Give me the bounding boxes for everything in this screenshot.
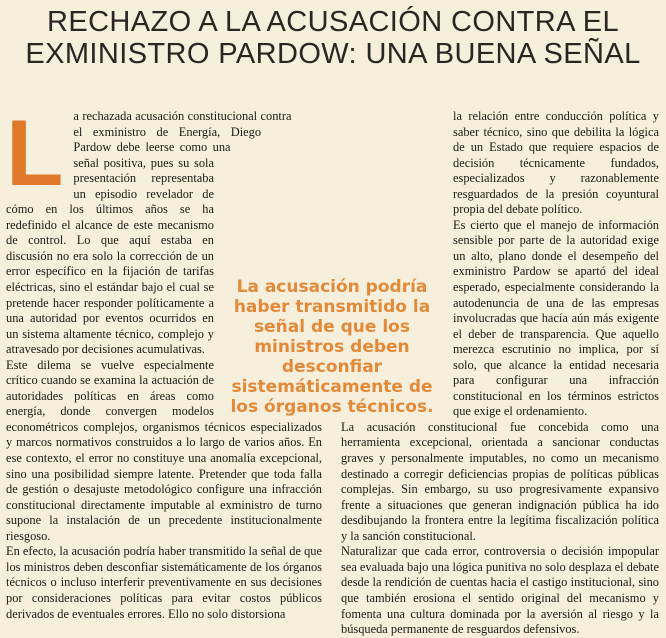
pull-quote: La acusación podría haber transmitido la señal de que los ministros deben desconfiar sistemáticamente de los órganos técnicos. (220, 275, 444, 419)
paragraph: En efecto, la acusación podría haber transmitido la señal de que los ministros deben desconfiar sistemáticamente de los órganos técnicos o incluso interferir preventivamente en sus decisiones por consideraciones políticas para evitar costos públicos derivados de eventuales errores. Ello no solo distorsiona (6, 544, 322, 621)
paragraph: Este dilema se vuelve especialmente crítico cuando se examina la actuación de autoridades políticas en áreas como energía, donde convergen modelos econométricos complejos, organismos técnicos especializados y marcos normativos construidos a lo largo de varios años. En ese contexto, el error no constituye una anomalía excepcional, sino una posibilidad siempre latente. Pretender que toda falla de gestión o desajuste metodológico configure una infracción constitucional directamente imputable al exministro de turno supone la instalación de un precedente institucionalmente riesgoso. (6, 357, 322, 543)
paragraph: Es cierto que el manejo de información sensible por parte de la autoridad exige un alto, plano donde el desempeño del exministro Pardow se apartó del ideal esperado, especialmente considerando la autodenuncia de una de las empresas involucradas que hacía aún más exigente el deber de transparencia. Que aquello merezca escrutinio no implica, por sí solo, que alcance la entidad necesaria para configurar una infracción constitucional en los términos estrictos que exige el ordenamiento. (453, 217, 659, 419)
drop-cap: L (6, 100, 64, 205)
paragraph: Naturalizar que cada error, controversia o decisión impopular sea evaluada bajo una lógica punitiva no solo desplaza el debate desde la rendición de cuentas hacia el castigo institucional, sino que también erosiona el sentido original del mecanismo y fomenta una cultura dominada por la aversión al riesgo y la búsqueda permanente de resguardos defensivos. (341, 544, 659, 637)
paragraph: La acusación constitucional fue concebida como una herramienta excepcional, orientada a sancionar conductas graves y personalmente imputables, no como un mecanismo destinado a corregir deficiencias propias de políticas públicas complejas. Sin embargo, su uso progresivamente expansivo frente a situaciones que generan indignación pública ha ido desdibujando la frontera entre la legítima fiscalización política y la sanción constitucional. (341, 419, 659, 543)
paragraph: la relación entre conducción política y saber técnico, sino que debilita la lógica de un Estado que requiere espacios de decisión técnicamente fundados, especializados y razonablemente resguardados de la presión coyuntural propia del debate político. (453, 109, 659, 217)
paragraph: a rechazada acusación constitucional contra el exministro de Energía, Diego Pardow debe leerse como una señal positiva, pues su sola presentación representaba un episodio revelador de cómo en los últimos años se ha redefinido el alcance de este mecanismo de control. Lo que aquí estaba en discusión no era solo la corrección de un error específico en la fijación de tarifas eléctricas, sino el estándar bajo el cual se pretende hacer responder políticamente a una autoridad por eventos ocurridos en un sistema altamente técnico, complejo y atravesado por decisiones acumulativas. (6, 109, 292, 357)
headline: RECHAZO A LA ACUSACIÓN CONTRA EL EXMINISTRO PARDOW: UNA BUENA SEÑAL (25, 6, 641, 70)
